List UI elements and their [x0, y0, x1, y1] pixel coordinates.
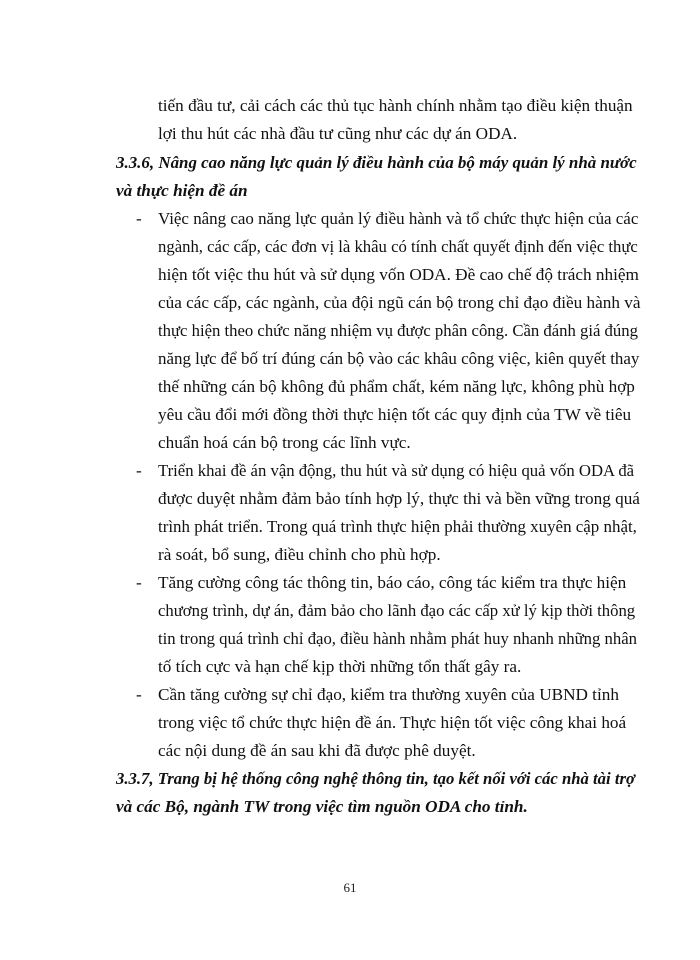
section-heading-3-3-7: và các Bộ, ngành TW trong việc tìm nguồn ODA cho tỉnh.	[116, 797, 528, 816]
bullet-line: rà soát, bổ sung, điều chỉnh cho phù hợp.	[158, 545, 441, 564]
bullet-line: yêu cầu đổi mới đồng thời thực hiện tốt các quy định của TW về tiêu	[158, 405, 632, 424]
bullet-line: của các cấp, các ngành, của đội ngũ cán bộ trong chỉ đạo điều hành và	[158, 293, 641, 312]
bullet-line: thực hiện theo chức năng nhiệm vụ được phân công. Cần đánh giá đúng	[158, 321, 638, 340]
bullet-line: ngành, các cấp, các đơn vị là khâu có tính chất quyết định đến việc thực	[158, 237, 638, 256]
bullet-line: được duyệt nhằm đảm bảo tính hợp lý, thực thi và bền vững trong quá	[158, 489, 640, 508]
bullet-marker: -	[136, 685, 142, 704]
bullet-line: chuẩn hoá cán bộ trong các lĩnh vực.	[158, 433, 411, 452]
section-heading-3-3-6: và thực hiện đề án	[116, 181, 248, 200]
section-heading-3-3-6: 3.3.6, Nâng cao năng lực quản lý điều hành của bộ máy quản lý nhà nước	[116, 153, 637, 172]
bullet-line: Triển khai đề án vận động, thu hút và sử dụng có hiệu quả vốn ODA đã	[158, 461, 635, 480]
bullet-line: trình phát triển. Trong quá trình thực hiện phải thường xuyên cập nhật,	[158, 517, 637, 536]
bullet-line: trong việc tổ chức thực hiện đề án. Thực hiện tốt việc công khai hoá	[158, 713, 627, 732]
bullet-line: Việc nâng cao năng lực quản lý điều hành và tổ chức thực hiện của các	[158, 209, 639, 228]
bullet-line: tin trong quá trình chỉ đạo, điều hành nhằm phát huy nhanh những nhân	[158, 629, 637, 648]
bullet-line: hiện tốt việc thu hút và sử dụng vốn ODA. Đề cao chế độ trách nhiệm	[158, 265, 639, 284]
bullet-marker: -	[136, 461, 142, 480]
intro-line: lợi thu hút các nhà đầu tư cũng như các dự án ODA.	[158, 124, 518, 143]
bullet-line: tố tích cực và hạn chế kịp thời những tổn thất gây ra.	[158, 657, 522, 676]
bullet-marker: -	[136, 209, 142, 228]
intro-line: tiến đầu tư, cải cách các thủ tục hành chính nhằm tạo điều kiện thuận	[158, 96, 633, 115]
bullet-line: thế những cán bộ không đủ phẩm chất, kém năng lực, không phù hợp	[158, 377, 635, 396]
bullet-line: Cần tăng cường sự chỉ đạo, kiểm tra thường xuyên của UBND tỉnh	[158, 685, 619, 704]
bullet-line: năng lực để bố trí đúng cán bộ vào các khâu công việc, kiên quyết thay	[158, 349, 640, 368]
page-number: 61	[343, 880, 357, 895]
section-heading-3-3-7: 3.3.7, Trang bị hệ thống công nghệ thông tin, tạo kết nối với các nhà tài trợ	[116, 769, 635, 788]
bullet-marker: -	[136, 573, 142, 592]
bullet-line: Tăng cường công tác thông tin, báo cáo, công tác kiểm tra thực hiện	[158, 573, 627, 592]
bullet-line: các nội dung đề án sau khi đã được phê duyệt.	[158, 741, 476, 760]
bullet-line: chương trình, dự án, đảm bảo cho lãnh đạo các cấp xử lý kịp thời thông	[158, 601, 636, 620]
